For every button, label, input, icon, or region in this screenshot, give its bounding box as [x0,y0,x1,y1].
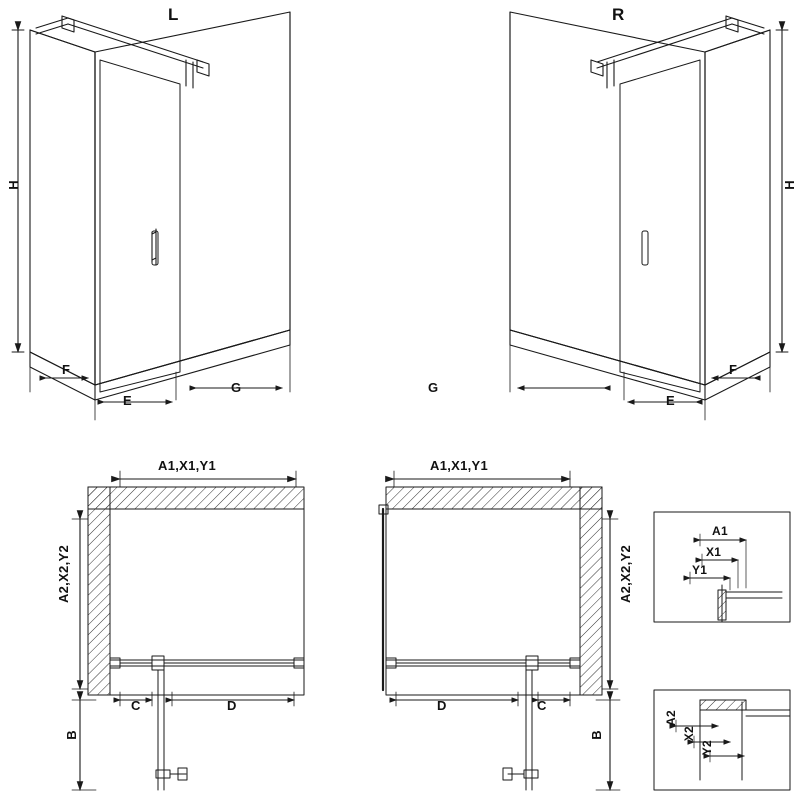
view-label-right: R [612,5,625,24]
iso-view-left [12,12,290,420]
detail-top-dim1-label: A1 [712,524,728,538]
plan-right-bottom-left-label: D [437,698,447,713]
iso-right-side-label: F [729,362,738,377]
detail-box-bottom [654,690,790,790]
plan-left-swing-dim-label: B [64,730,79,740]
iso-view-right [510,12,788,420]
iso-left-side-label: F [62,362,71,377]
detail-top-dim3-label: Y1 [692,563,708,577]
detail-bottom-dim2-label: X2 [682,726,696,742]
plan-left-bottom-left-label: C [131,698,141,713]
plan-right-top-dim-label: A1,X1,Y1 [430,458,489,473]
plan-right-side-dim-label: A2,X2,Y2 [618,545,633,604]
iso-left-fixed-label: G [231,380,242,395]
plan-left-side-dim-label: A2,X2,Y2 [56,545,71,604]
iso-left-height-label: H [6,180,21,190]
plan-left-bottom-right-label: D [227,698,237,713]
iso-right-height-label: H [782,180,797,190]
plan-left-top-dim-label: A1,X1,Y1 [158,458,217,473]
iso-left-door-label: E [123,393,132,408]
plan-view-right [379,471,620,790]
view-label-left: L [168,5,179,24]
iso-right-door-label: E [666,393,675,408]
plan-view-left [72,471,304,790]
detail-top-dim2-label: X1 [706,545,722,559]
plan-right-bottom-right-label: C [537,698,547,713]
detail-bottom-dim3-label: Y2 [700,740,714,756]
iso-right-fixed-label: G [428,380,439,395]
detail-bottom-dim1-label: A2 [664,710,678,726]
plan-right-swing-dim-label: B [589,730,604,740]
